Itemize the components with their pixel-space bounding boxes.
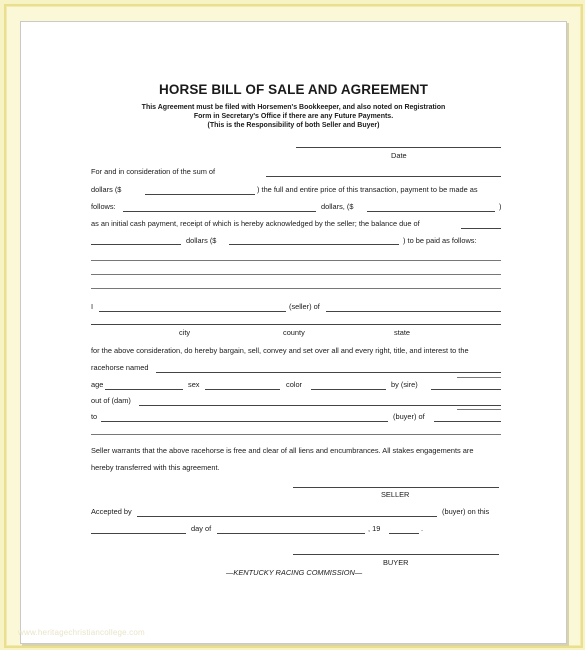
subtitle-line-1: This Agreement must be filed with Horsemen's Bookkeeper, and also noted on Registration xyxy=(141,104,446,111)
seller-label: SELLER xyxy=(381,490,410,499)
subtitle-line-3: (This is the Responsibility of both Seller and Buyer) xyxy=(207,122,380,129)
follows-field[interactable] xyxy=(123,211,316,212)
date-label: Date xyxy=(391,151,407,160)
full-price-text: ) the full and entire price of this transaction, payment to be made as xyxy=(257,185,478,194)
warranty-line-1: Seller warrants that the above racehorse is free and clear of all liens and encumbrances. All stakes engagements are xyxy=(91,446,474,455)
terms-line-1[interactable] xyxy=(91,260,501,261)
seller-location-line[interactable] xyxy=(91,324,501,325)
close-paren: ) xyxy=(499,202,502,211)
dollars-amount-field[interactable] xyxy=(145,194,255,195)
sire-extra-line xyxy=(457,377,501,378)
date-line[interactable] xyxy=(296,147,501,148)
year-prefix: , 19 xyxy=(368,524,381,533)
sire-label: by (sire) xyxy=(391,380,418,389)
racehorse-named-label: racehorse named xyxy=(91,363,149,372)
sum-field[interactable] xyxy=(266,176,501,177)
city-label: city xyxy=(179,328,191,337)
buyer-on-this-text: (buyer) on this xyxy=(442,507,490,516)
i-label: I xyxy=(91,302,94,311)
buyer-of-text: (buyer) of xyxy=(393,412,425,421)
document-title: HORSE BILL OF SALE AND AGREEMENT xyxy=(159,82,428,97)
commission-footer: —KENTUCKY RACING COMMISSION— xyxy=(226,568,363,577)
day-field[interactable] xyxy=(91,533,186,534)
year-end: . xyxy=(421,524,424,533)
buyer-address-field[interactable] xyxy=(434,421,501,422)
seller-signature-line[interactable] xyxy=(293,487,499,488)
to-label: to xyxy=(91,412,98,421)
age-label: age xyxy=(91,380,104,389)
paid-as-follows-text: ) to be paid as follows: xyxy=(403,236,477,245)
sex-field[interactable] xyxy=(205,389,280,390)
initial-amount-field[interactable] xyxy=(367,211,495,212)
separator-line xyxy=(91,434,501,435)
state-label: state xyxy=(394,328,411,337)
dollars-text: dollars ($ xyxy=(91,185,122,194)
racehorse-name-field[interactable] xyxy=(156,372,501,373)
day-of-label: day of xyxy=(191,524,212,533)
seller-address-field[interactable] xyxy=(326,311,501,312)
initial-payment-text: as an initial cash payment, receipt of which is hereby acknowledged by the seller; the balance due of xyxy=(91,219,420,228)
sex-label: sex xyxy=(188,380,200,389)
dam-field[interactable] xyxy=(139,405,501,406)
balance-field[interactable] xyxy=(461,228,501,229)
terms-line-2[interactable] xyxy=(91,274,501,275)
balance-amount-field[interactable] xyxy=(229,244,399,245)
age-field[interactable] xyxy=(105,389,183,390)
seller-of-text: (seller) of xyxy=(289,302,320,311)
buyer-extra-line xyxy=(457,409,501,410)
above-consideration-text: for the above consideration, do hereby bargain, sell, convey and set over all and every right, title, and interest to the xyxy=(91,346,469,355)
year-field[interactable] xyxy=(389,533,419,534)
seller-name-field[interactable] xyxy=(99,311,286,312)
follows-text: follows: xyxy=(91,202,116,211)
subtitle-line-2: Form in Secretary's Office if there are any Future Payments. xyxy=(193,113,394,120)
buyer-name-field[interactable] xyxy=(101,421,388,422)
sire-field[interactable] xyxy=(431,389,501,390)
color-label: color xyxy=(286,380,303,389)
consideration-text: For and in consideration of the sum of xyxy=(91,167,216,176)
month-field[interactable] xyxy=(217,533,365,534)
document-page xyxy=(20,21,567,644)
buyer-signature-line[interactable] xyxy=(293,554,499,555)
county-label: county xyxy=(283,328,305,337)
watermark-text: www.heritagechristiancollege.com xyxy=(18,628,145,637)
terms-line-3[interactable] xyxy=(91,288,501,289)
dollars-text-2: dollars ($ xyxy=(186,236,217,245)
warranty-line-2: hereby transferred with this agreement. xyxy=(91,463,220,472)
accepted-by-field[interactable] xyxy=(137,516,437,517)
dollars-paren-text: dollars, ($ xyxy=(321,202,354,211)
color-field[interactable] xyxy=(311,389,386,390)
balance-words-field[interactable] xyxy=(91,244,181,245)
buyer-label: BUYER xyxy=(383,558,409,567)
dam-label: out of (dam) xyxy=(91,396,131,405)
accepted-by-label: Accepted by xyxy=(91,507,132,516)
